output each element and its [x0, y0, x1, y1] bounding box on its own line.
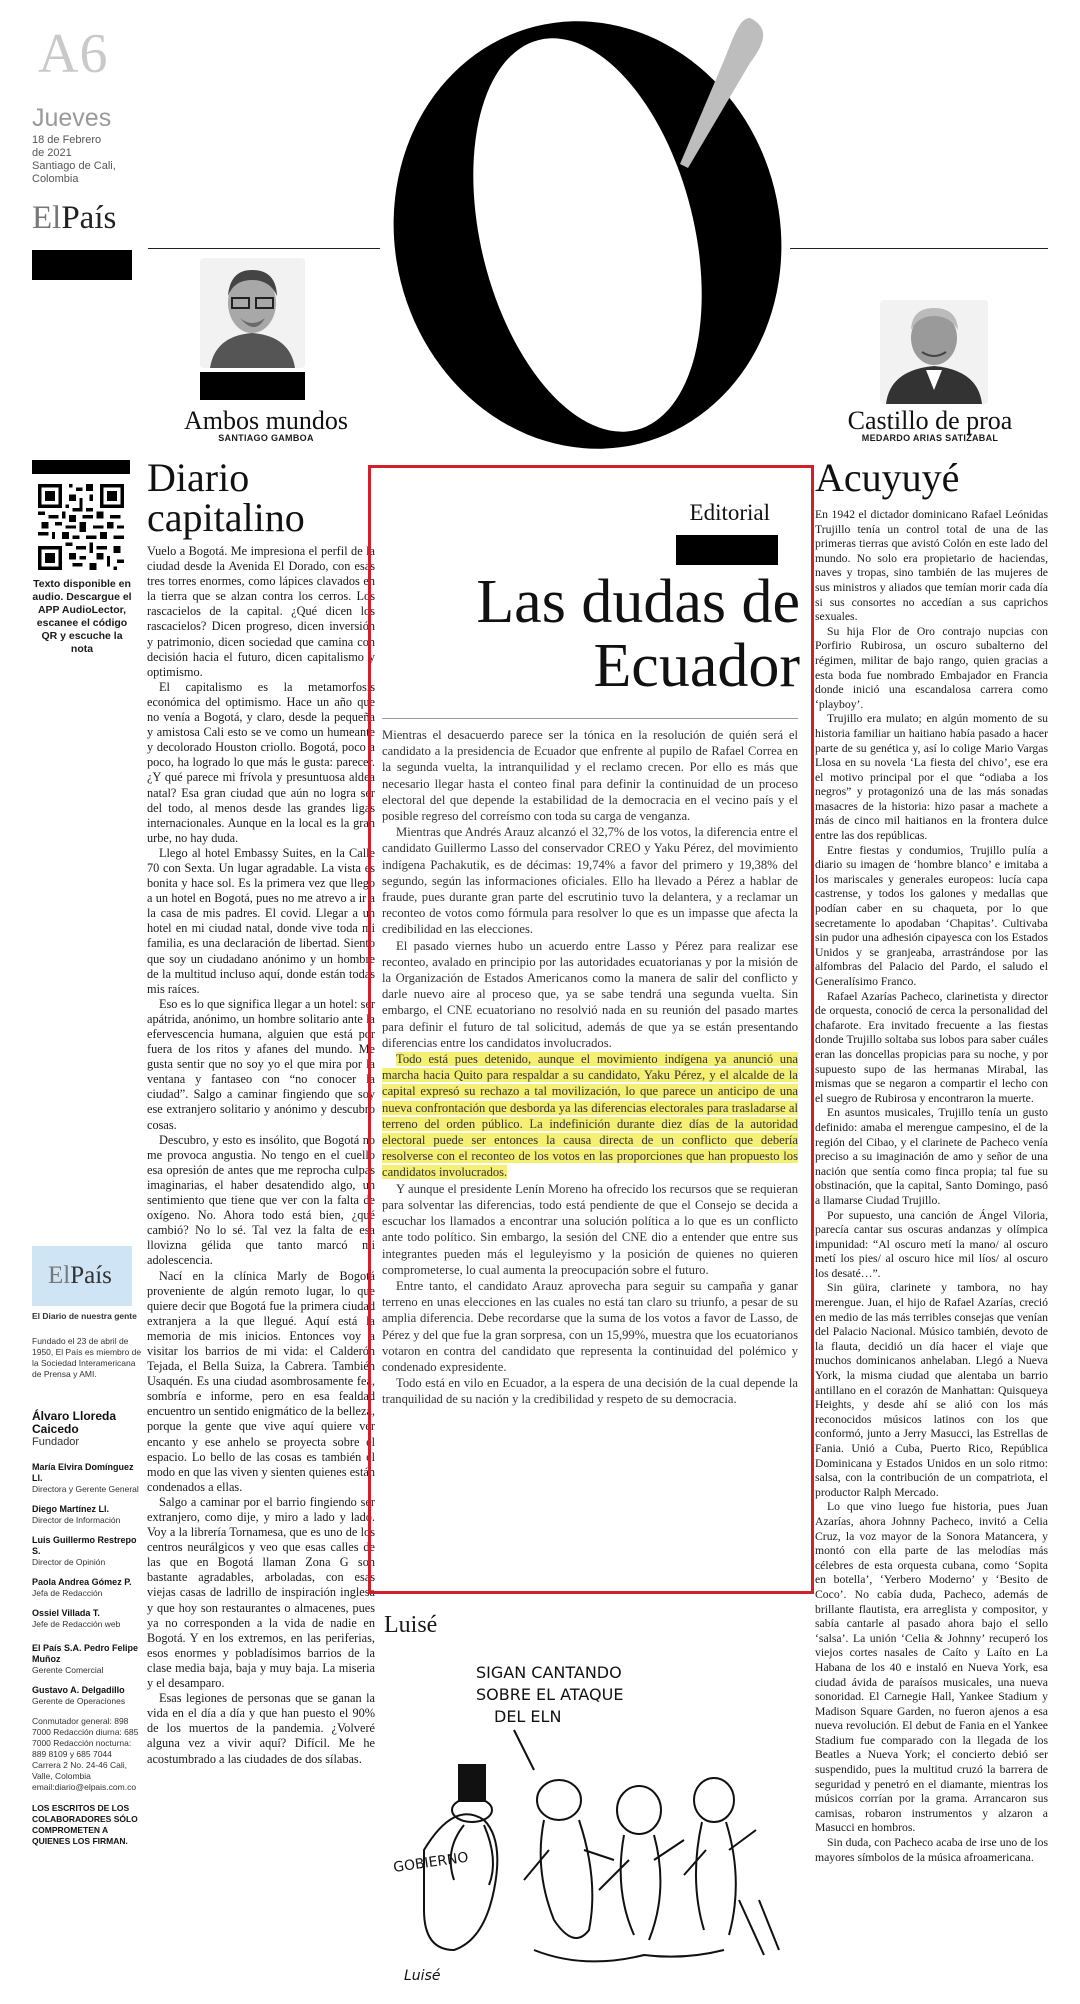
- masthead-tagline: El Diario de nuestra gente: [32, 1311, 137, 1321]
- staff-entry: [32, 1535, 142, 1568]
- logo-part: El: [48, 1262, 71, 1289]
- columnist-author: MEDARDO ARIAS SATIZABAL: [861, 433, 999, 443]
- paragraph: En 1942 el dictador dominicano Rafael Leónidas Trujillo tenía un control total de una de las primeras tierras que avistó Colón en este lado del mundo. No solo era propietario de haciendas, naves y tropas, sino también de las mujeres de sus ministros y aliados que temían morir cada día si sus consortes no accedían a sus caprichos sexuales.: [815, 508, 1048, 624]
- masthead-founder-role: Fundador: [32, 1436, 80, 1448]
- columnist-column-name: Castillo de proa: [847, 406, 1013, 435]
- right-column-body: [815, 508, 1048, 1865]
- cartoon-caption-line: SOBRE EL ATAQUE: [476, 1685, 624, 1704]
- paragraph: El pasado viernes hubo un acuerdo entre Lasso y Pérez para realizar ese reconteo, avalado en principio por las autoridades ecuatorianas y por la misión de la Organización de Estados Americanos como la manera de salir del conflicto y darle nuevo aire al proceso que, ya se sabe tendrá una segunda vuelta. Sin embargo, el CNE ecuatoriano no resolvió nada en su reunión del pasado martes para definir el futuro de tal solicitud, además de que ya se están presentando diferencias entre los candidatos involucrados.: [382, 938, 798, 1050]
- paragraph: Eso es lo que significa llegar a un hotel: ser apátrida, anónimo, un hombre solitario ante la efervescencia humana, alguien que está por fuera de los ritos y afanes del mundo. Me gusta sentir que no soy yo el que mira por la ventana y fantaseo con “no conocer la ciudad”. Salgo a caminar fingiendo que soy ese extranjero solitario y anónimo y descubro cosas.: [147, 996, 375, 1132]
- paragraph: Entre fiestas y condumios, Trujillo pulía a diario su imagen de ‘hombre blanco’ e imitaba a los mariscales y generales europeos: lucía capa castrense, y todos los galones y medallas que podían caber en su chaqueta, por lo que secretamente lo apodaban ‘Chapitas’. Cultivaba sin pudor una adhesión cipayesca con los Estados Unidos y se granjeaba, arrastrándose por las alfombras del Palacio del Pardo, el saludo el Generalísimo Franco.: [815, 843, 1048, 988]
- publication-day: Jueves: [32, 104, 112, 132]
- cartoon-caption-line: DEL ELN: [494, 1707, 562, 1726]
- decorative-accent-mark: [680, 18, 770, 168]
- staff-role: Director de Información: [32, 1515, 121, 1525]
- redacted-bar: [32, 250, 132, 280]
- paragraph: Lo que vino luego fue historia, pues Juan Azarías, ahora Johnny Pacheco, invitó a Celia Cruz, la voz mayor de la Sonora Matancera, y montó con ella parte de las melodías más célebres de esta orquesta cubana, como ‘Sopita en botella’, ‘Yerbero Moderno’ y ‘Besito de Coco’. No cabía duda, Pacheco, además de brillante flautista, era arreglista y compositor, y sabía cantarle al pasado ahora bajo el sello ‘salsa’. La unión ‘Celia & Johnny’ recuperó los viejos cortes nasales de Caíto y Laíto en La Habana de los 40 e instaló en Nueva York, esa ciudad ávida de paraísos musicales, una nueva sonoridad. El Carnegie Hall, Yankee Stadium y Madison Square Garden, no fueron ajenos a esa nueva revolución. El debut de Fania en el Yankee Stadium fue comparado con la llegada de los Beatles a Nueva York; el concierto debió ser suspendido, pues la multitud cruzó la barrera de seguridad y penetró en el diamante, mientras los músicos corrían por la grama. Arrancaron sus camisas, robaron instrumentos y alzaron a Masucci en hombros.: [815, 1500, 1048, 1835]
- editorial-kicker: Editorial: [689, 500, 770, 525]
- paragraph: Sin güira, clarinete y tambora, no hay merengue. Juan, el hijo de Rafael Azarías, creció en medio de las más terribles consejas que venían del Palacio Nacional. Músico también, devoto de la flauta, decidió un día hacer el viaje que muchos dominicanos anhelaban. Llegó a Nueva York, la misma ciudad que alentaba un barrio antillano en el corazón de Manhattan: Quisqueya Heights, y desde ahí se alió con los más reconocidos músicos latinos con los que conformó, junto a Jerry Masucci, las Estrellas de Fania. Unió a Cuba, Puerto Rico, República Dominicana y Estados Unidos en un solo ritmo: salsa, con la contribución de un compatriota, el productor Ralph Mercado.: [815, 1281, 1048, 1499]
- paragraph: Descubro, y esto es insólito, que Bogotá no me provoca angustia. No tengo en el cuello esa opresión de antes que me reprocha culpas imaginarias, el haber desatendido algo, un sentimiento que tiene que ver con la falta de oxígeno. No. Ahora todo está bien, ¿qué cambió? No lo sé. Tal vez la falta de esa llovizna gélida que tanto marcó mi adolescencia.: [147, 1132, 375, 1268]
- highlighted-paragraph: [382, 1051, 798, 1181]
- paragraph: Su hija Flor de Oro contrajo nupcias con Porfirio Rubirosa, un oscuro subalterno del régimen, militar de bajo rango, quien gracias a esta boda fue nombrado Embajador en Francia donde inició una escandalosa carrera como ‘playboy’.: [815, 624, 1048, 711]
- paragraph: Mientras el desacuerdo parece ser la tónica en la resolución de quién será el candidato a la presidencia de Ecuador que enfrente al pupilo de Rafael Correa en la segunda vuelta, la intranquilidad y el reclamo crecen. Por ello es más que necesario llegar hasta el conteo final para definir la continuidad de un proceso electoral del que depende la estabilidad de la democracia en el vecino país y el posible regreso del correísmo con toda su carga de venganza.: [382, 728, 798, 824]
- date-line: Colombia: [32, 173, 79, 185]
- columnist-author: SANTIAGO GAMBOA: [218, 433, 314, 443]
- publication-date: [32, 134, 162, 186]
- paragraph: Trujillo era mulato; en algún momento de su historia familiar un haitiano había pasado a hacer parte de su genética y, así lo colige Mario Vargas Llosa en su novela ‘La fiesta del chivo’, ese era el motivo principal por el que “odiaba a los negros” y protagonizó una de las más sonadas masacres de la historia: hizo pasar a machete a más de cinco mil haitianos en la frontera dulce entre las dos repúblicas.: [815, 712, 1048, 843]
- editorial-rule: [382, 718, 798, 719]
- logo-part: El: [32, 200, 62, 236]
- staff-entry: [32, 1504, 142, 1526]
- paragraph: Rafael Azarías Pacheco, clarinetista y director de orquesta, conoció de cerca la personalidad del chafarote. Era invitado frecuente a las fiestas donde Trujillo soltaba sus lobos para saber cuáles eran las doncellas propicias para su noche, y por supuesto supo de las hermanas Mirabal, las mismas que se negaron a compartir el lecho con el suegro de Rubirosa y encontraron la muerte.: [815, 989, 1048, 1105]
- staff-entry: [32, 1608, 142, 1630]
- date-line: Santiago de Cali,: [32, 160, 116, 172]
- redacted-bar: [200, 372, 305, 400]
- masthead-disclaimer: LOS ESCRITOS DE LOS COLABORADORES SÓLO COMPROMETEN A QUIENES LOS FIRMAN.: [32, 1803, 138, 1846]
- editorial-body: [382, 727, 798, 1408]
- paragraph: Esas legiones de personas que se ganan la vida en el día a día y que han puesto el 90% de los muertos de la pandemia. ¿Volveré alguna vez a vivir aquí? Difícil. Me he acostumbrado a las ciudades de dos sílabas.: [147, 1691, 375, 1766]
- left-column-title: Diario capitalino: [147, 455, 305, 540]
- staff-entry: [32, 1577, 142, 1599]
- date-line: 18 de Febrero: [32, 134, 102, 146]
- staff-role: Director de Opinión: [32, 1557, 106, 1567]
- paragraph: Nací en la clínica Marly de Bogotá proveniente de algún remoto lugar, lo que quiere decir que Bogotá fue la primera ciudad extranjera a la que llegué. Aquí está la memoria de mis inicios. Entonces voy a visitar los barrios de mi vida: el Calderón Tejada, el Bella Suiza, la Cabrera. También Usaquén. Es una ciudad asombrosamente fea, sombría e informe, pero en esa fealdad encuentro un sentido enigmático de la belleza, porque la gente que vive aquí quiere ver encanto y ese anhelo se proyecta sobre el espacio. Lo bello de las cosas es también el modo en que las viven y sienten quienes están condenados a ellas.: [147, 1268, 375, 1494]
- staff-name: Paola Andrea Gómez P.: [32, 1577, 132, 1587]
- redacted-bar: [676, 535, 778, 565]
- staff-role: Directora y Gerente General: [32, 1484, 139, 1494]
- cartoon-section-title: Luisé: [384, 1612, 438, 1638]
- logo-part: País: [61, 200, 117, 236]
- paragraph: Por supuesto, una canción de Ángel Viloria, parecía cantar sus oscuras andanzas y olímpica impunidad: “Al oscuro metí la mano/ al oscuro metí los pies/ al oscuro hice mil líos/ al oscuro los desaté…”.: [815, 1208, 1048, 1280]
- staff-role: Jefe de Redacción web: [32, 1619, 121, 1629]
- cartoon-caption-line: SIGAN CANTANDO: [476, 1663, 622, 1682]
- paragraph: Salgo a caminar por el barrio fingiendo ser extranjero, como dije, y miro a lado y lado. Voy a la librería Tornamesa, que es uno de los centros neurálgicos y veo que esas calles de las que en Bogotá llaman Zona G son bastante agradables, arboladas, con esas viejas casas de ladrillo de inspiración inglesa y que hoy son restaurantes o almacenes, pues ya no corresponden a la vida de nadie en Bogotá. Y en los extremos, en las periferias, esos enormes y pobladísimos barrios de la clase media baja, baja y muy baja. La miseria y el desamparo.: [147, 1494, 375, 1691]
- paragraph: Vuelo a Bogotá. Me impresiona el perfil de la ciudad desde la Avenida El Dorado, con esas tres torres enormes, como lápices clavados en la tierra que se alzan contra los cerros. Los rascacielos de la capital. ¿Qué dicen los rascacielos? Dicen progreso, dicen inversión y patrimonio, dicen sociedad que camina con decisión hacia el futuro, dicen capitalismo y optimismo.: [147, 544, 375, 679]
- page-number: A6: [38, 23, 109, 85]
- columnist-column-name: Ambos mundos: [184, 406, 348, 435]
- staff-entry: [32, 1643, 142, 1676]
- staff-name: María Elvira Domínguez Ll.: [32, 1462, 134, 1483]
- masthead-logo: [48, 1262, 112, 1290]
- right-column-title: Acuyuyé: [815, 455, 960, 500]
- columnist-portrait: [880, 300, 988, 404]
- paragraph: Entre tanto, el candidato Arauz aprovecha para seguir su campaña y ganar terreno en unas elecciones en las cuales no está tan claro su triunfo, a pesar de su amplia diferencia. Debe recordarse que la suma de los votos a favor de Lasso, de Pérez y del que fue la gran sorpresa, con un 15,99%, muestra que los ecuatorianos votaron en contra del candidato que representa la continuidad del polémico y condenado expresidente.: [382, 1278, 798, 1374]
- editorial-cartoon: [384, 1650, 784, 1990]
- staff-role: Gerente Comercial: [32, 1665, 104, 1675]
- masthead-founder-name: Álvaro Lloreda Caicedo: [32, 1409, 117, 1436]
- newspaper-logo: [32, 200, 116, 237]
- staff-name: Diego Martínez Ll.: [32, 1504, 110, 1514]
- paragraph: El capitalismo es la metamorfosis económica del optimismo. Hace un año que no venía a Bogotá, y claro, desde la pequeña y amistosa Cali esto se ve como un humeante y decolorado Houston criollo. Bogotá, poco a poco, ha logrado lo que más le gusta: parecer. ¿Y qué parece mi frívola y presuntuosa aldea natal? Esa gran ciudad que aún no logra ser del todo, al menos desde las grandes ligas internacionales. Aunque en la local es la gran urbe, no hay duda.: [147, 679, 375, 845]
- paragraph: Mientras que Andrés Arauz alcanzó el 32,7% de los votos, la diferencia entre el candidato Guillermo Lasso del conservador CREO y Yaku Pérez, del movimiento indígena Pachakutik, es de décimas: 19,74% a favor del primero y 19,38% del segundo, según las informaciones oficiales. Ello ha llevado a Pérez a hablar de fraude, pues durante gran parte del escrutinio tuvo la delantera, y a reclamar un reconteo de votos como fórmula para resolver lo que es un impasse que afecta la credibilidad en las elecciones.: [382, 825, 798, 937]
- staff-name: Ossiel Villada T.: [32, 1608, 100, 1618]
- date-line: de 2021: [32, 147, 72, 159]
- left-column-body: [147, 544, 375, 1767]
- staff-entry: [32, 1462, 142, 1495]
- staff-role: Jefa de Redacción: [32, 1588, 103, 1598]
- paragraph: Llego al hotel Embassy Suites, en la Calle 70 con Sexta. Un lugar agradable. La vista es bonita y hace sol. Es la primera vez que llego a un hotel en Bogotá, pues no me atrevo a ir a la casa de mis padres. El covid. Llegar a un hotel en mi ciudad natal, donde vive toda mi familia, es una declaración de libertad. Siento que soy un ciudadano anónimo y un hombre de la multitud incluso aquí, donde están todas mis raíces.: [147, 845, 375, 996]
- staff-role: Gerente de Operaciones: [32, 1696, 126, 1706]
- cartoon-signature: Luisé: [404, 1968, 441, 1984]
- paragraph: Y aunque el presidente Lenín Moreno ha ofrecido los recursos que se requieran para solventar las diferencias, todo está pendiente de que el Consejo se decida a escuchar los llamados a encontrar una solución política a lo que es un conflicto ante todo político. Sin embargo, la sesión del CNE dio a entender que entre sus integrantes pueden más el leguleyismo y la posición de quienes no quieren comprometerse, lo cual aumenta la preocupación sobre el futuro.: [382, 1181, 798, 1277]
- staff-name: Luis Guillermo Restrepo S.: [32, 1535, 137, 1556]
- staff-name: El País S.A. Pedro Felipe Muñoz: [32, 1643, 139, 1664]
- paragraph: Todo está en vilo en Ecuador, a la espera de una decisión de la cual depende la tranquilidad de su nación y la credibilidad y respeto de su democracia.: [382, 1376, 798, 1407]
- logo-part: País: [70, 1262, 112, 1289]
- paragraph: Sin duda, con Pacheco acaba de irse uno de los mayores símbolos de la música afroamericana.: [815, 1836, 1048, 1864]
- staff-name: Gustavo A. Delgadillo: [32, 1685, 125, 1695]
- redacted-bar: [32, 460, 130, 474]
- qr-caption: Texto disponible en audio. Descargue el APP AudioLector, escanee el código QR y escuche la nota: [32, 578, 132, 655]
- header-rule: [148, 248, 380, 249]
- paragraph: En asuntos musicales, Trujillo tenía un gusto definido: amaba el merengue campesino, el de la región del Cibao, y el clarinete de Pacheco venía preciso a su imaginación de amo y señor de una nación que sentía como finca propia; tal fue su obstinación, que la capital, Santo Domingo, pasó a llamarse Ciudad Trujillo.: [815, 1106, 1048, 1207]
- editorial-headline: Las dudas de Ecuador: [476, 568, 800, 700]
- header-rule: [790, 248, 1048, 249]
- highlight: Todo está pues detenido, aunque el movimiento indígena ya anunció una marcha hacia Quito para respaldar a su candidato, Yaku Pérez, y el alcalde de la capital expresó su rechazo a tal movilización, lo que parece un anticipo de una nueva confrontación que desborda ya las diferencias electorales para trasladarse al terreno del orden público. La indefinición durante diez días de la autoridad electoral puede ser entonces la causa directa de un conflicto que debería resolverse con el reconteo de los votos en las proporciones que han propuesto los candidatos involucrados.: [382, 1052, 798, 1180]
- qr-code[interactable]: [38, 484, 124, 570]
- columnist-portrait: [200, 258, 305, 368]
- masthead-contact: Conmutador general: 898 7000 Redacción diurna: 685 7000 Redacción nocturna: 889 8109 y 685 7044 Carrera 2 No. 24-46 Cali, Valle, Colombia email:diario@elpais.com.co: [32, 1716, 139, 1792]
- staff-entry: [32, 1685, 142, 1707]
- masthead-founded: Fundado el 23 de abril de 1950, El País es miembro de la Sociedad Interamericana de Prensa y AMI.: [32, 1336, 142, 1379]
- cartoon-label: GOBIERNO: [392, 1849, 470, 1876]
- masthead-staff: [32, 1462, 142, 1847]
